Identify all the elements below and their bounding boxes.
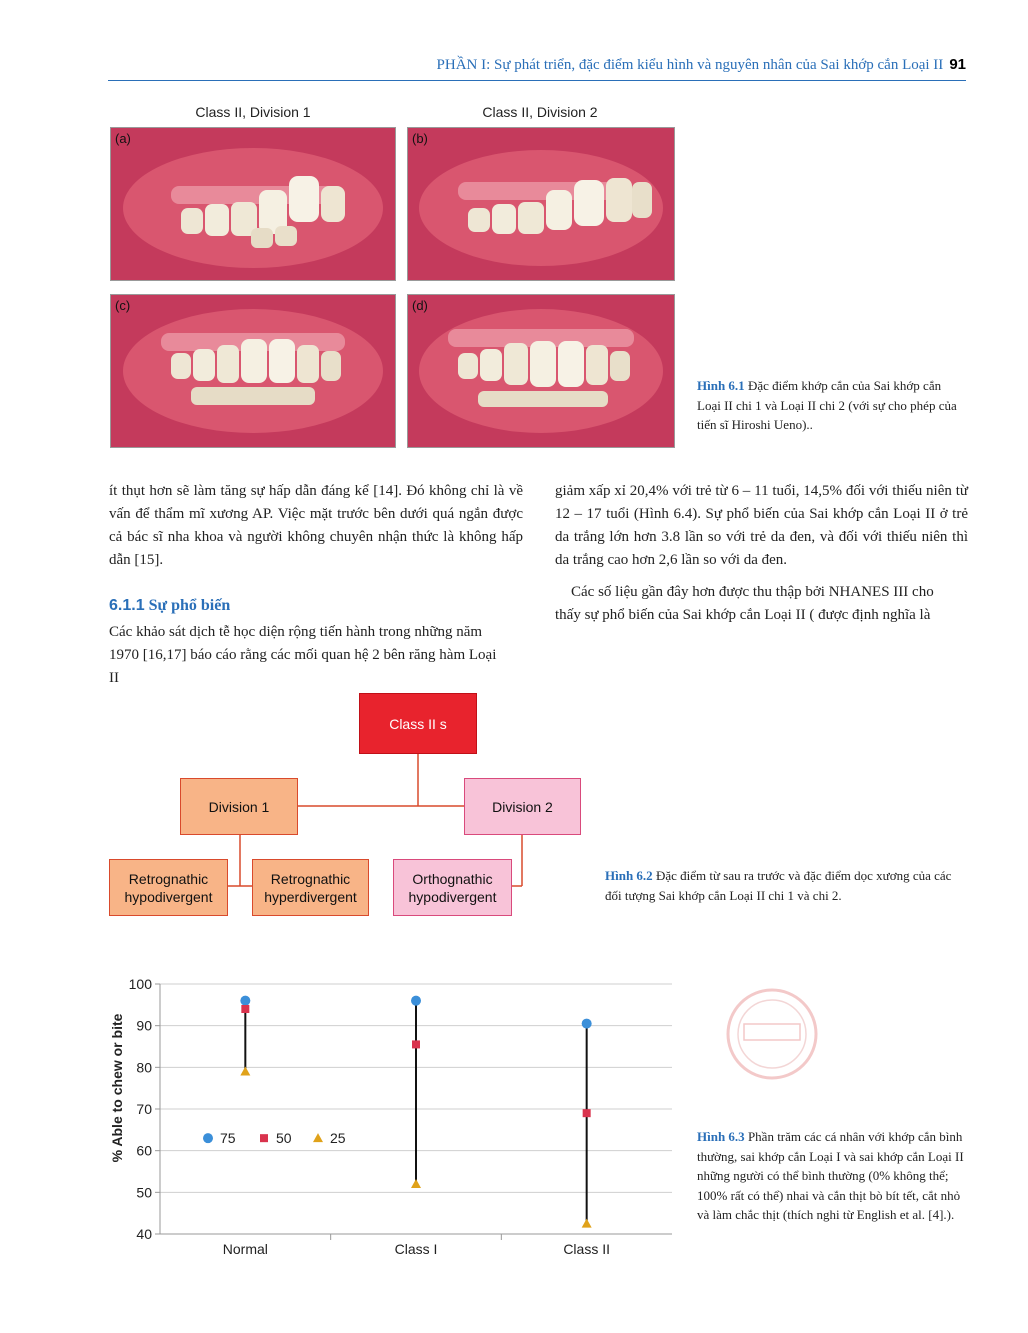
p50-point [241, 1005, 249, 1013]
y-tick-label: 50 [136, 1184, 152, 1201]
p75-point [411, 996, 421, 1006]
legend-marker-75 [203, 1133, 213, 1143]
section-title: Sự phổ biến [144, 597, 231, 614]
figure3-caption-text: Phần trăm các cá nhân với khớp cắn bình thường, sai khớp cắn Loại I và sai khớp cắn Loại II những người có thể bình thường (0% không thể; 100% rất có thể) nhai và cắn thịt bò bít tết, cắt nhỏ và làm chắc thịt (thích nghi từ English et al. [4].). [697, 1129, 964, 1222]
diagram-root-box: Class II s [359, 693, 477, 754]
p50-point [412, 1040, 420, 1048]
x-tick-label: Normal [222, 1241, 268, 1257]
left-paragraph-2: Các khảo sát dịch tễ học diện rộng tiến hành trong những năm 1970 [16,17] báo cáo rằng các mối quan hệ 2 bên răng hàm Loại II [109, 624, 497, 686]
left-paragraph-1: ít thụt hơn sẽ làm tăng sự hấp dẫn đáng kể [14]. Đó không chỉ là về vấn để thẩm mĩ xương AP. Việc mặt trước bên dưới quá ngắn được cả bác sĩ nha khoa và người không chuyên nhận thức là không hấp dẫn [15]. [109, 483, 523, 568]
legend-label-25: 25 [330, 1130, 346, 1147]
figure1-caption-text: Đặc điểm khớp cắn của Sai khớp cắn Loại II chi 1 và Loại II chi 2 (với sự cho phép của tiến sĩ Hiroshi Ueno).. [697, 378, 957, 432]
p50-point [583, 1109, 591, 1117]
legend-label-75: 75 [220, 1130, 236, 1147]
y-tick-label: 70 [136, 1101, 152, 1117]
p25-point [240, 1067, 250, 1076]
chart-grid [155, 984, 672, 1240]
photo-label-div1: Class II, Division 1 [195, 104, 311, 120]
watermark-stamp [722, 984, 822, 1084]
y-tick-label: 60 [136, 1142, 152, 1159]
panel-label-c: (c) [115, 298, 131, 313]
y-tick-label: 80 [136, 1059, 152, 1076]
figure1-caption-label: Hình 6.1 [697, 378, 745, 393]
legend-marker-50 [260, 1134, 268, 1142]
right-paragraph-2: Các số liệu gần đây hơn được thu thập bởi NHANES III cho thấy sự phổ biến của Sai khớp cắn Loại II ( được định nghĩa là [555, 584, 934, 623]
chart-x-ticks [223, 1241, 610, 1257]
p25-point [411, 1179, 421, 1188]
diagram-division2-box: Division 2 [464, 778, 581, 835]
figure2-caption-label: Hình 6.2 [605, 868, 653, 883]
chart-stems [245, 1001, 586, 1224]
right-paragraph-1: giảm xấp xỉ 20,4% với trẻ từ 6 – 11 tuổi, 14,5% đối với thiếu niên từ 12 – 17 tuổi (Hình 6.4). Sự phổ biến của Sai khớp cắn Loại II ở trẻ da trắng lớn hơn 3.8 lần so với trẻ da đen, và đối với thiếu niên thì da trắng cao hơn 2,6 lần so với da đen. [555, 483, 968, 568]
panel-label-a: (a) [115, 131, 131, 146]
chew-bite-chart [100, 970, 680, 1270]
figure2-caption [605, 866, 957, 905]
panel-label-d: (d) [412, 298, 428, 313]
section-number: 6.1.1 [109, 597, 145, 614]
figure2-caption-text: Đặc điểm từ sau ra trước và đặc điểm dọc xương của các đối tượng Sai khớp cắn Loại II chi 1 và chi 2. [605, 868, 952, 903]
y-tick-label: 40 [136, 1226, 152, 1242]
diagram-leaf-retro-hyper: Retrognathic hyperdivergent [252, 859, 369, 916]
p25-point [582, 1219, 592, 1228]
photo-label-div2: Class II, Division 2 [482, 104, 598, 120]
p75-point [582, 1019, 592, 1029]
y-tick-label: 100 [128, 976, 152, 992]
chart-y-label: % Able to chew or bite [109, 1013, 125, 1163]
figure3-caption-label: Hình 6.3 [697, 1129, 745, 1144]
x-tick-label: Class II [563, 1241, 611, 1257]
diagram-leaf-ortho-hypo: Orthognathic hypodivergent [393, 859, 512, 916]
y-tick-label: 90 [136, 1017, 152, 1034]
panel-label-b: (b) [412, 131, 428, 146]
legend-marker-25 [313, 1133, 323, 1142]
legend-label-50: 50 [276, 1130, 292, 1147]
diagram-division1-box: Division 1 [180, 778, 298, 835]
chart-y-ticks [129, 976, 153, 1242]
chart-legend [203, 1130, 346, 1146]
x-tick-label: Class I [394, 1241, 438, 1257]
header-title: PHẦN I: Sự phát triển, đặc điểm kiểu hình và nguyên nhân của Sai khớp cắn Loại II [436, 57, 944, 73]
p75-point [240, 996, 250, 1006]
figure3-caption [697, 1127, 965, 1225]
page-number: 91 [949, 56, 966, 73]
diagram-leaf-retro-hypo: Retrognathic hypodivergent [109, 859, 228, 916]
